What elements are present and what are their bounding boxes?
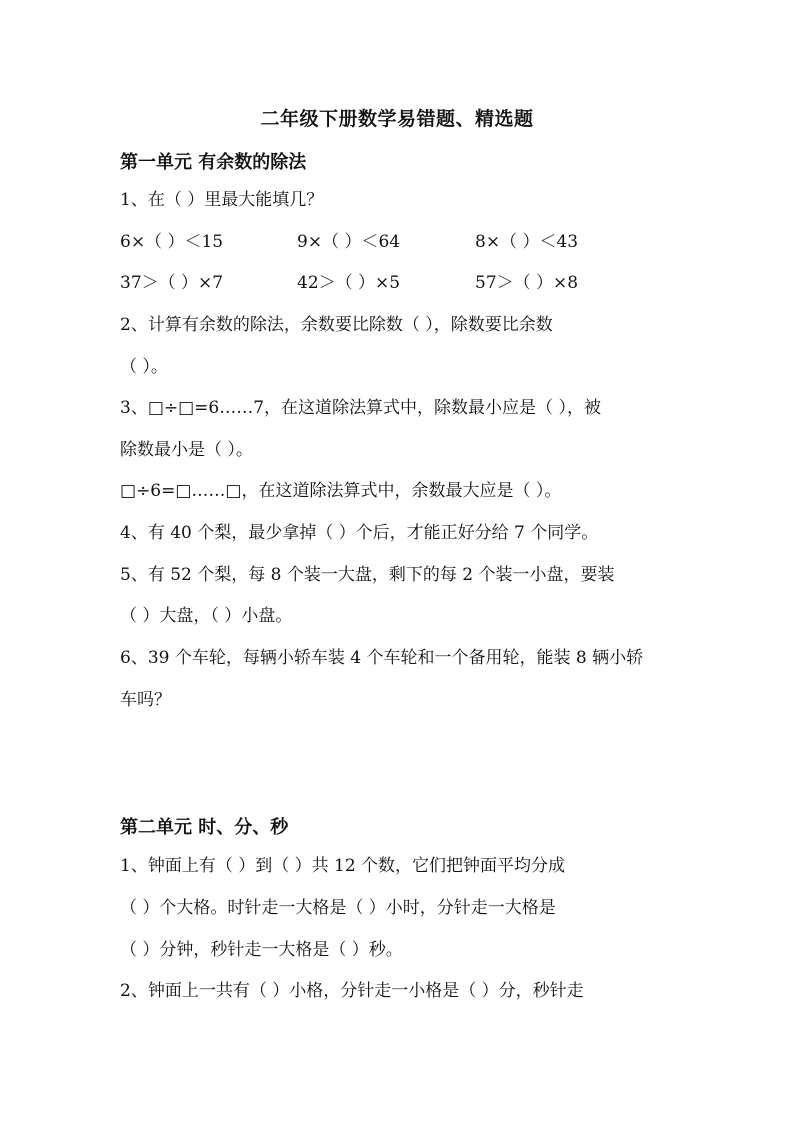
unit1-q1-row1-item1: 6×（ ）＜15 xyxy=(120,232,224,252)
unit1-q3-line1: 3、□÷□=6……7，在这道除法算式中，除数最小应是（ ），被 xyxy=(120,398,601,418)
unit2-q1-line3: （ ）分钟，秒针走一大格是（ ）秒。 xyxy=(120,940,403,960)
unit2-heading: 第二单元 时、分、秒 xyxy=(120,817,289,838)
unit1-q1-row2-item2: 42＞（ ）×5 xyxy=(297,273,401,293)
unit1-q6-line1: 6、39 个车轮，每辆小轿车装 4 个车轮和一个备用轮，能装 8 辆小轿 xyxy=(120,648,644,668)
unit1-q1-row2-item1: 37＞（ ）×7 xyxy=(120,273,224,293)
unit1-q6-line2: 车吗？ xyxy=(120,690,171,710)
unit1-q4: 4、有 40 个梨，最少拿掉（ ）个后，才能正好分给 7 个同学。 xyxy=(120,523,599,543)
unit2-q1-line1: 1、钟面上有（ ）到（ ）共 12 个数，它们把钟面平均分成 xyxy=(120,856,566,876)
unit2-q1-line2: （ ）个大格。时针走一大格是（ ）小时，分针走一大格是 xyxy=(120,898,556,918)
unit1-q1-row1-item3: 8×（ ）＜43 xyxy=(475,232,579,252)
unit1-q1-title: 1、在（ ）里最大能填几？ xyxy=(120,190,324,210)
unit1-q3-line2: 除数最小是（ ）。 xyxy=(120,440,253,460)
unit1-q5-line2: （ ）大盘，（ ）小盘。 xyxy=(120,606,293,626)
unit2-q2-line1: 2、钟面上一共有（ ）小格，分针走一小格是（ ）分，秒针走 xyxy=(120,981,584,1001)
unit1-heading: 第一单元 有余数的除法 xyxy=(120,152,307,173)
unit1-q2-line1: 2、计算有余数的除法，余数要比除数（ ），除数要比余数 xyxy=(120,315,553,335)
unit1-q1-row2-item3: 57＞（ ）×8 xyxy=(475,273,579,293)
unit1-q2-line2: （ ）。 xyxy=(120,357,168,377)
document-title: 二年级下册数学易错题、精选题 xyxy=(260,108,534,130)
unit1-q1-row1-item2: 9×（ ）＜64 xyxy=(297,232,401,252)
unit1-q5-line1: 5、有 52 个梨，每 8 个装一大盘，剩下的每 2 个装一小盘，要装 xyxy=(120,565,615,585)
unit1-q3-line3: □÷6=□……□，在这道除法算式中，余数最大应是（ ）。 xyxy=(120,481,562,501)
